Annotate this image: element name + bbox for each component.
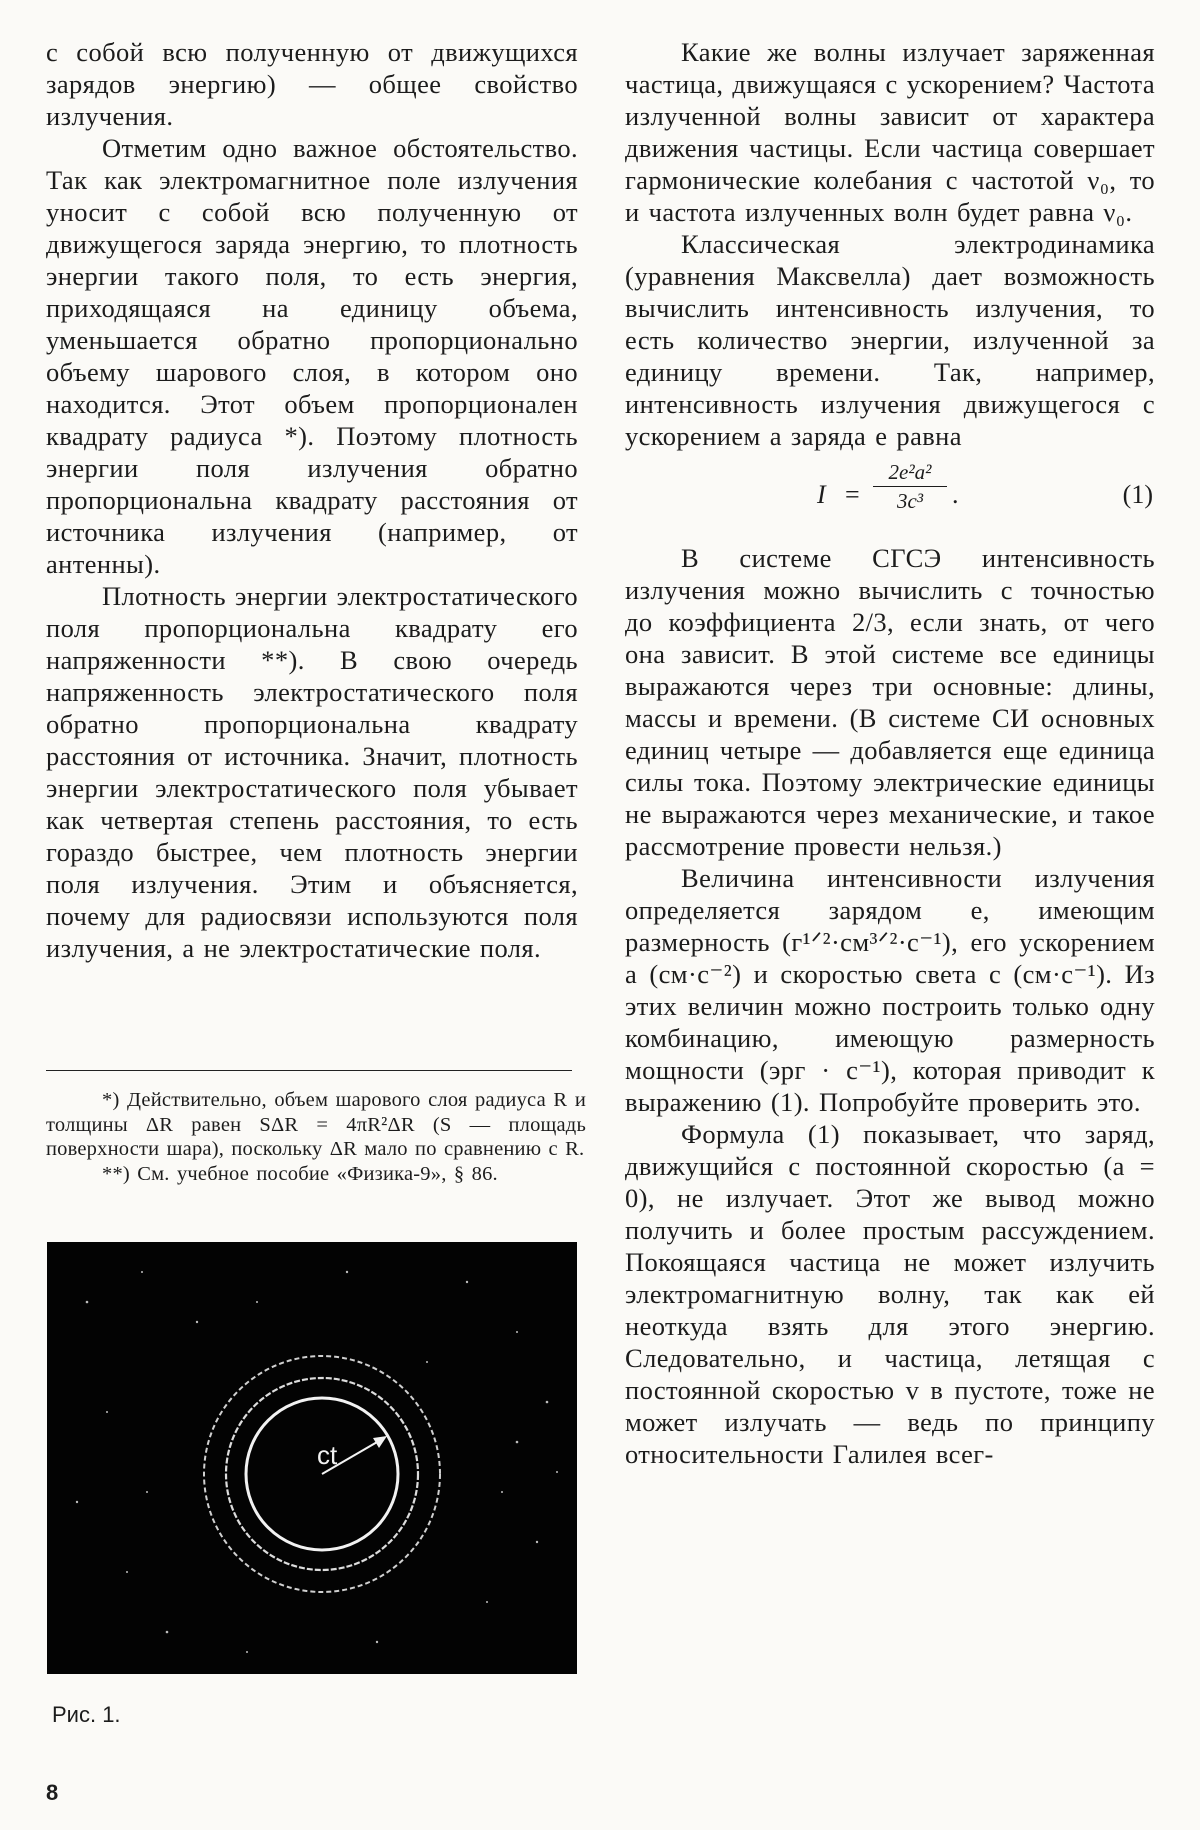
figure-radiation-shells	[47, 1242, 577, 1674]
footnote-divider	[46, 1070, 572, 1071]
paragraph: В системе СГСЭ интенсивность излучения можно вычислить с точностью до коэффициента 2/3, если знать, от чего она зависит. В этой системе все единицы выражаются через три основные: длины, массы и времени. (В системе СИ основных единиц четыре — добавляется еще единица силы тока. Поэтому электрические единицы не выражаются через механические, и такое рассмотрение провести нельзя.)	[625, 543, 1155, 861]
paragraph: Формула (1) показывает, что заряд, движущийся с постоянной скоростью (a = 0), не излучает. Этот же вывод можно получить и более простым рассуждением. Покоящаяся частица не может излучить электромагнитную волну, так как ей неоткуда взять для этого энергию. Следовательно, и частица, летящая с постоянной скоростью v в пустоте, тоже не может излучать — ведь по принципу относительности Галилея всег-	[625, 1119, 1155, 1469]
figure-label: ct	[317, 1440, 338, 1470]
paragraph: Какие же волны излучает заряженная частица, движущаяся с ускорением? Частота излученной волны зависит от характера движения частицы. Если частица совершает гармонические колебания с частотой ν₀, то и частота излученных волн будет равна ν₀.	[625, 37, 1155, 227]
paragraph: Отметим одно важное обстоятельство. Так как электромагнитное поле излучения уносит с собой всю полученную от движущегося заряда энергию, то плотность энергии такого поля, то есть энергия, приходящаяся на единицу объема, уменьшается обратно пропорционально объему шарового слоя, в котором оно находится. Этот объем пропорционален квадрату радиуса *). Поэтому плотность энергии поля излучения обратно пропорциональна квадрату расстояния от источника излучения (например, от антенны).	[46, 133, 578, 579]
paragraph: Классическая электродинамика (уравнения Максвелла) дает возможность вычислить интенсивность излучения, то есть количество энергии, излученной за единицу времени. Так, например, интенсивность излучения движущегося с ускорением a заряда e равна	[625, 229, 1155, 451]
paragraph: Величина интенсивности излучения определяется зарядом e, имеющим размерность (г¹ᐟ²·см³ᐟ²·с⁻¹), его ускорением a (см·с⁻²) и скоростью света c (см·с⁻¹). Из этих величин можно построить только одну комбинацию, имеющую размерность мощности (эрг · с⁻¹), которая приводит к выражению (1). Попробуйте проверить это.	[625, 863, 1155, 1117]
right-column	[625, 36, 1155, 1470]
paragraph: Плотность энергии электростатического поля пропорциональна квадрату его напряженности **). В свою очередь напряженность электростатического поля обратно пропорциональна квадрату расстояния от источника. Значит, плотность энергии электростатического поля убывает как четвертая степень расстояния, то есть гораздо быстрее, чем плотность энергии поля излучения. Этим и объясняется, почему для радиосвязи используются поля излучения, а не электростатические поля.	[46, 581, 578, 963]
formula-lhs: I	[817, 480, 826, 509]
formula-1	[625, 458, 1155, 522]
footnote: **) См. учебное пособие «Физика-9», § 86.	[102, 1162, 498, 1185]
formula-number: (1)	[1122, 480, 1153, 509]
figure-caption: Рис. 1.	[52, 1702, 121, 1727]
page-number: 8	[46, 1780, 59, 1805]
paragraph: с собой всю полученную от движущихся зарядов энергию) — общее свойство излучения.	[46, 37, 578, 131]
footnote: *) Действительно, объем шарового слоя радиуса R и толщины ΔR равен SΔR = 4πR²ΔR (S — площадь поверхности шара), поскольку ΔR мало по сравнению с R.	[46, 1089, 586, 1160]
figure-graphic	[47, 1242, 577, 1674]
left-column	[46, 36, 578, 964]
footnotes	[46, 1088, 586, 1186]
formula-equals: =	[845, 480, 860, 509]
formula-period: .	[952, 480, 959, 509]
formula-numerator: 2e²a²	[873, 458, 947, 487]
formula-fraction	[873, 458, 947, 515]
formula-denominator: 3c³	[896, 489, 924, 513]
